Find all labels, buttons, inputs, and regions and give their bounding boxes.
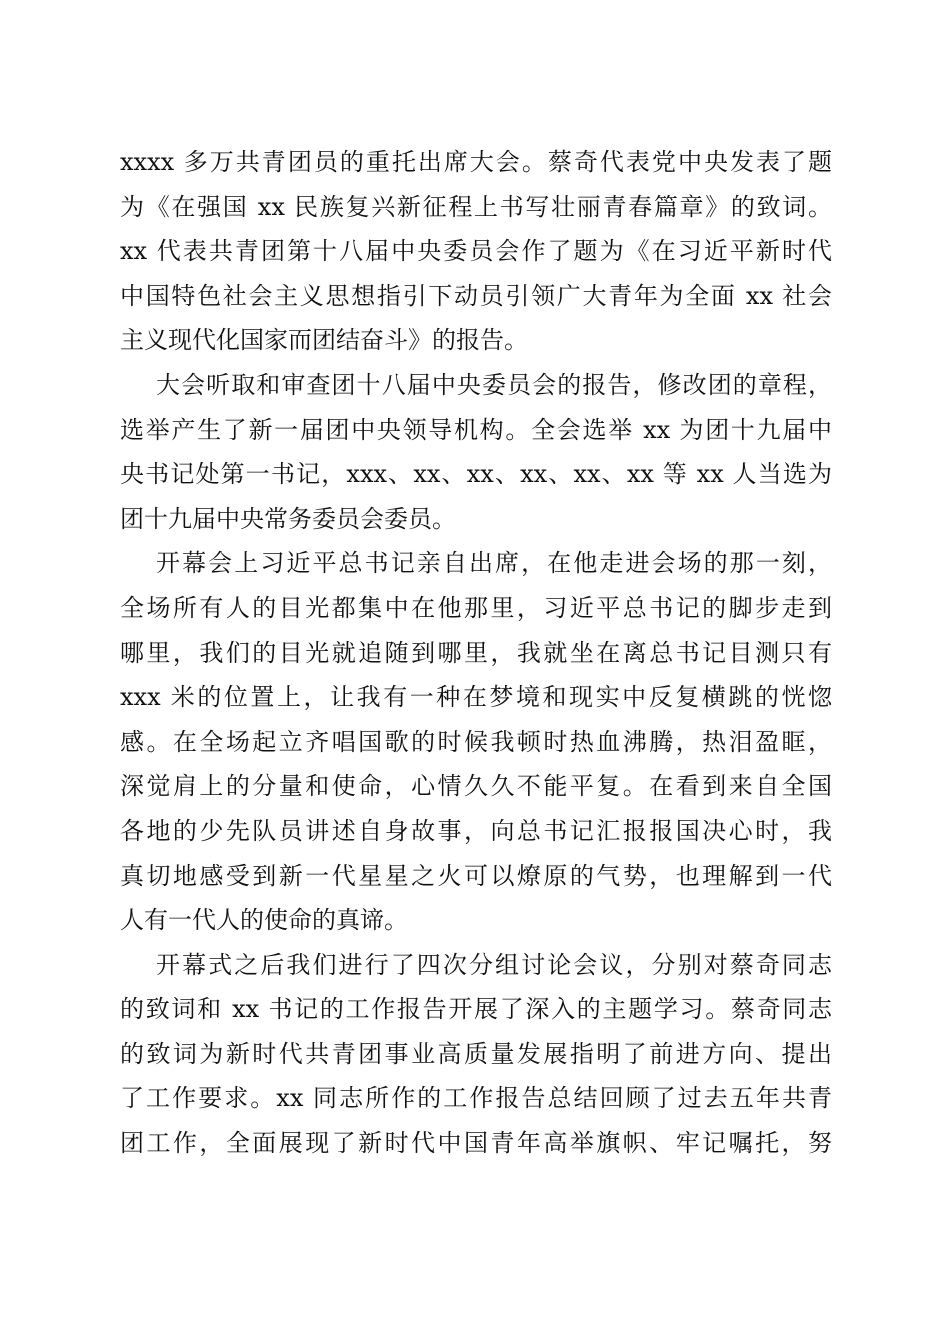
text-line: 选举产生了新一届团中央领导机构。全会选举 xx 为团十九届中 — [120, 415, 832, 444]
document-body — [120, 140, 832, 1166]
text-line: 的致词为新时代共青团事业高质量发展指明了前进方向、提出 — [120, 1039, 832, 1068]
text-line: 为《在强国 xx 民族复兴新征程上书写壮丽青春篇章》的致词。 — [120, 192, 832, 221]
text-line: 真切地感受到新一代星星之火可以燎原的气势，也理解到一代 — [120, 861, 832, 890]
text-line: 团十九届中央常务委员会委员。 — [120, 504, 456, 533]
paragraph-first-line: 开幕会上习近平总书记亲自出席，在他走进会场的那一刻， — [156, 549, 832, 578]
text-line: xxxx 多万共青团员的重托出席大会。蔡奇代表党中央发表了题 — [120, 148, 832, 176]
text-line: 央书记处第一书记，xxx、xx、xx、xx、xx、xx 等 xx 人当选为 — [120, 460, 832, 489]
paragraph-first-line: 开幕式之后我们进行了四次分组讨论会议，分别对蔡奇同志 — [156, 950, 832, 979]
text-line: 人有一代人的使命的真谛。 — [120, 906, 408, 935]
text-line: 各地的少先队员讲述自身故事，向总书记汇报报国决心时，我 — [120, 816, 832, 845]
text-line: xxx 米的位置上，让我有一种在梦境和现实中反复横跳的恍惚 — [120, 683, 832, 712]
text-line: 中国特色社会主义思想指引下动员引领广大青年为全面 xx 社会 — [120, 281, 832, 310]
paragraph-first-line: 大会听取和审查团十八届中央委员会的报告，修改团的章程， — [156, 370, 832, 399]
text-line: 主义现代化国家而团结奋斗》的报告。 — [120, 326, 528, 355]
text-line: 哪里，我们的目光就追随到哪里，我就坐在离总书记目测只有 — [120, 638, 832, 667]
text-line: 深觉肩上的分量和使命，心情久久不能平复。在看到来自全国 — [120, 772, 832, 801]
text-line: xx 代表共青团第十八届中央委员会作了题为《在习近平新时代 — [120, 237, 832, 266]
text-line: 了工作要求。xx 同志所作的工作报告总结回顾了过去五年共青 — [120, 1084, 832, 1113]
text-line: 团工作，全面展现了新时代中国青年高举旗帜、牢记嘱托，努 — [120, 1129, 832, 1158]
text-line: 全场所有人的目光都集中在他那里，习近平总书记的脚步走到 — [120, 593, 832, 622]
text-line: 感。在全场起立齐唱国歌的时候我顿时热血沸腾，热泪盈眶， — [120, 727, 832, 756]
text-line: 的致词和 xx 书记的工作报告开展了深入的主题学习。蔡奇同志 — [120, 995, 832, 1024]
